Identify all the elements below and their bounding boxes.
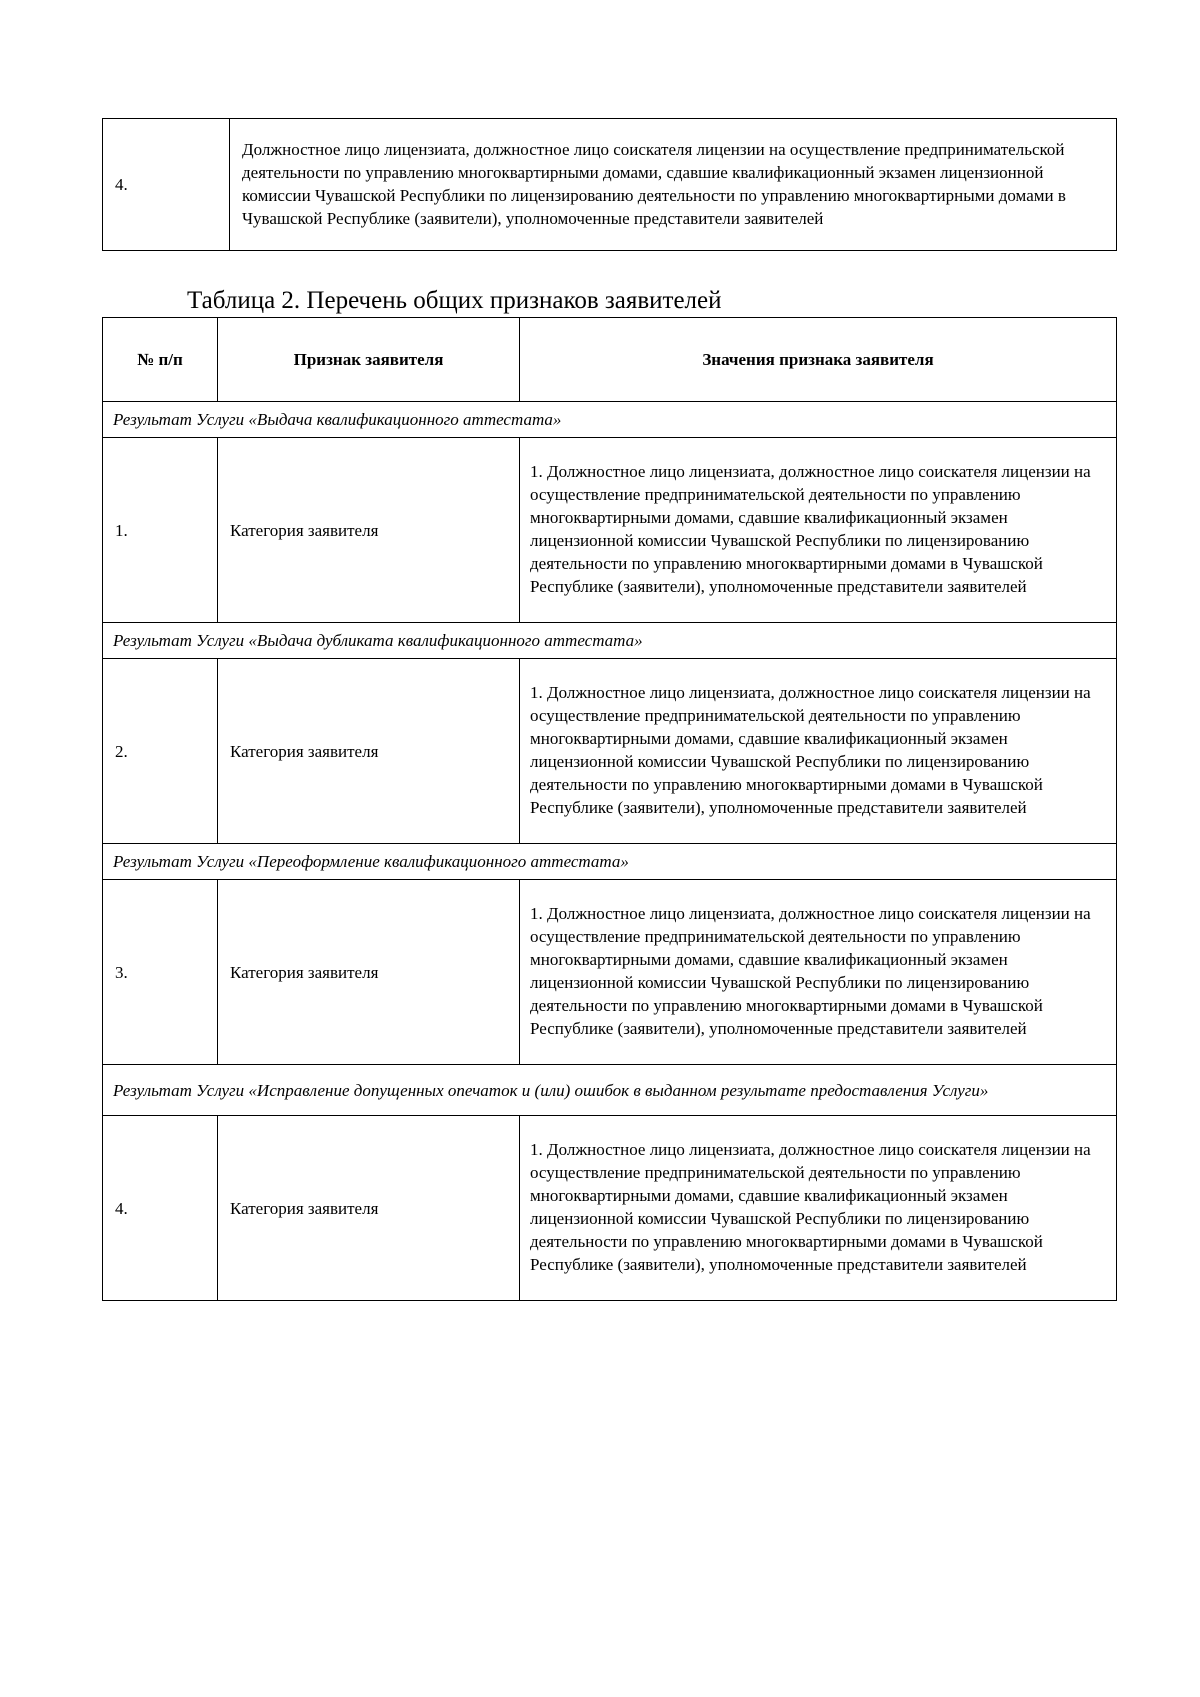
section-row (103, 402, 1117, 438)
sign-value: 1. Должностное лицо лицензиата, должностное лицо соискателя лицензии на осуществление предпринимательской деятельности по управлению многоквартирными домами, сдавшие квалификационный экзамен лицензионной комиссии Чувашской Республики по лицензированию деятельности по управлению многоквартирными домами в Чувашской Республике (заявители), уполномоченные представители заявителей (520, 880, 1117, 1065)
header-row (103, 318, 1117, 402)
row-number: 3. (103, 880, 218, 1065)
section-row (103, 623, 1117, 659)
header-number: № п/п (103, 318, 218, 402)
section-row (103, 1065, 1117, 1116)
table-row (103, 880, 1117, 1065)
section-title: Результат Услуги «Исправление допущенных опечаток и (или) ошибок в выданном результате предоставления Услуги» (103, 1065, 1117, 1116)
table-row (103, 659, 1117, 844)
row-number: 4. (103, 119, 230, 251)
applicant-description: Должностное лицо лицензиата, должностное лицо соискателя лицензии на осуществление предпринимательской деятельности по управлению многоквартирными домами, сдавшие квалификационный экзамен лицензионной комиссии Чувашской Республики по лицензированию деятельности по управлению многоквартирными домами в Чувашской Республике (заявители), уполномоченные представители заявителей (230, 119, 1117, 251)
section-title: Результат Услуги «Переоформление квалификационного аттестата» (103, 844, 1117, 880)
sign-value: 1. Должностное лицо лицензиата, должностное лицо соискателя лицензии на осуществление предпринимательской деятельности по управлению многоквартирными домами, сдавшие квалификационный экзамен лицензионной комиссии Чувашской Республики по лицензированию деятельности по управлению многоквартирными домами в Чувашской Республике (заявители), уполномоченные представители заявителей (520, 1116, 1117, 1301)
header-sign: Признак заявителя (218, 318, 520, 402)
sign-name: Категория заявителя (218, 880, 520, 1065)
applicants-table-continued (102, 118, 1117, 251)
sign-name: Категория заявителя (218, 438, 520, 623)
row-number: 2. (103, 659, 218, 844)
table-row (103, 438, 1117, 623)
applicant-signs-table (102, 317, 1117, 1301)
table-row (103, 119, 1117, 251)
table-row (103, 1116, 1117, 1301)
section-title: Результат Услуги «Выдача дубликата квалификационного аттестата» (103, 623, 1117, 659)
sign-name: Категория заявителя (218, 1116, 520, 1301)
sign-value: 1. Должностное лицо лицензиата, должностное лицо соискателя лицензии на осуществление предпринимательской деятельности по управлению многоквартирными домами, сдавшие квалификационный экзамен лицензионной комиссии Чувашской Республики по лицензированию деятельности по управлению многоквартирными домами в Чувашской Республике (заявители), уполномоченные представители заявителей (520, 659, 1117, 844)
sign-value: 1. Должностное лицо лицензиата, должностное лицо соискателя лицензии на осуществление предпринимательской деятельности по управлению многоквартирными домами, сдавшие квалификационный экзамен лицензионной комиссии Чувашской Республики по лицензированию деятельности по управлению многоквартирными домами в Чувашской Республике (заявители), уполномоченные представители заявителей (520, 438, 1117, 623)
section-title: Результат Услуги «Выдача квалификационного аттестата» (103, 402, 1117, 438)
sign-name: Категория заявителя (218, 659, 520, 844)
row-number: 1. (103, 438, 218, 623)
header-values: Значения признака заявителя (520, 318, 1117, 402)
table-caption: Таблица 2. Перечень общих признаков заявителей (187, 287, 722, 314)
section-row (103, 844, 1117, 880)
row-number: 4. (103, 1116, 218, 1301)
